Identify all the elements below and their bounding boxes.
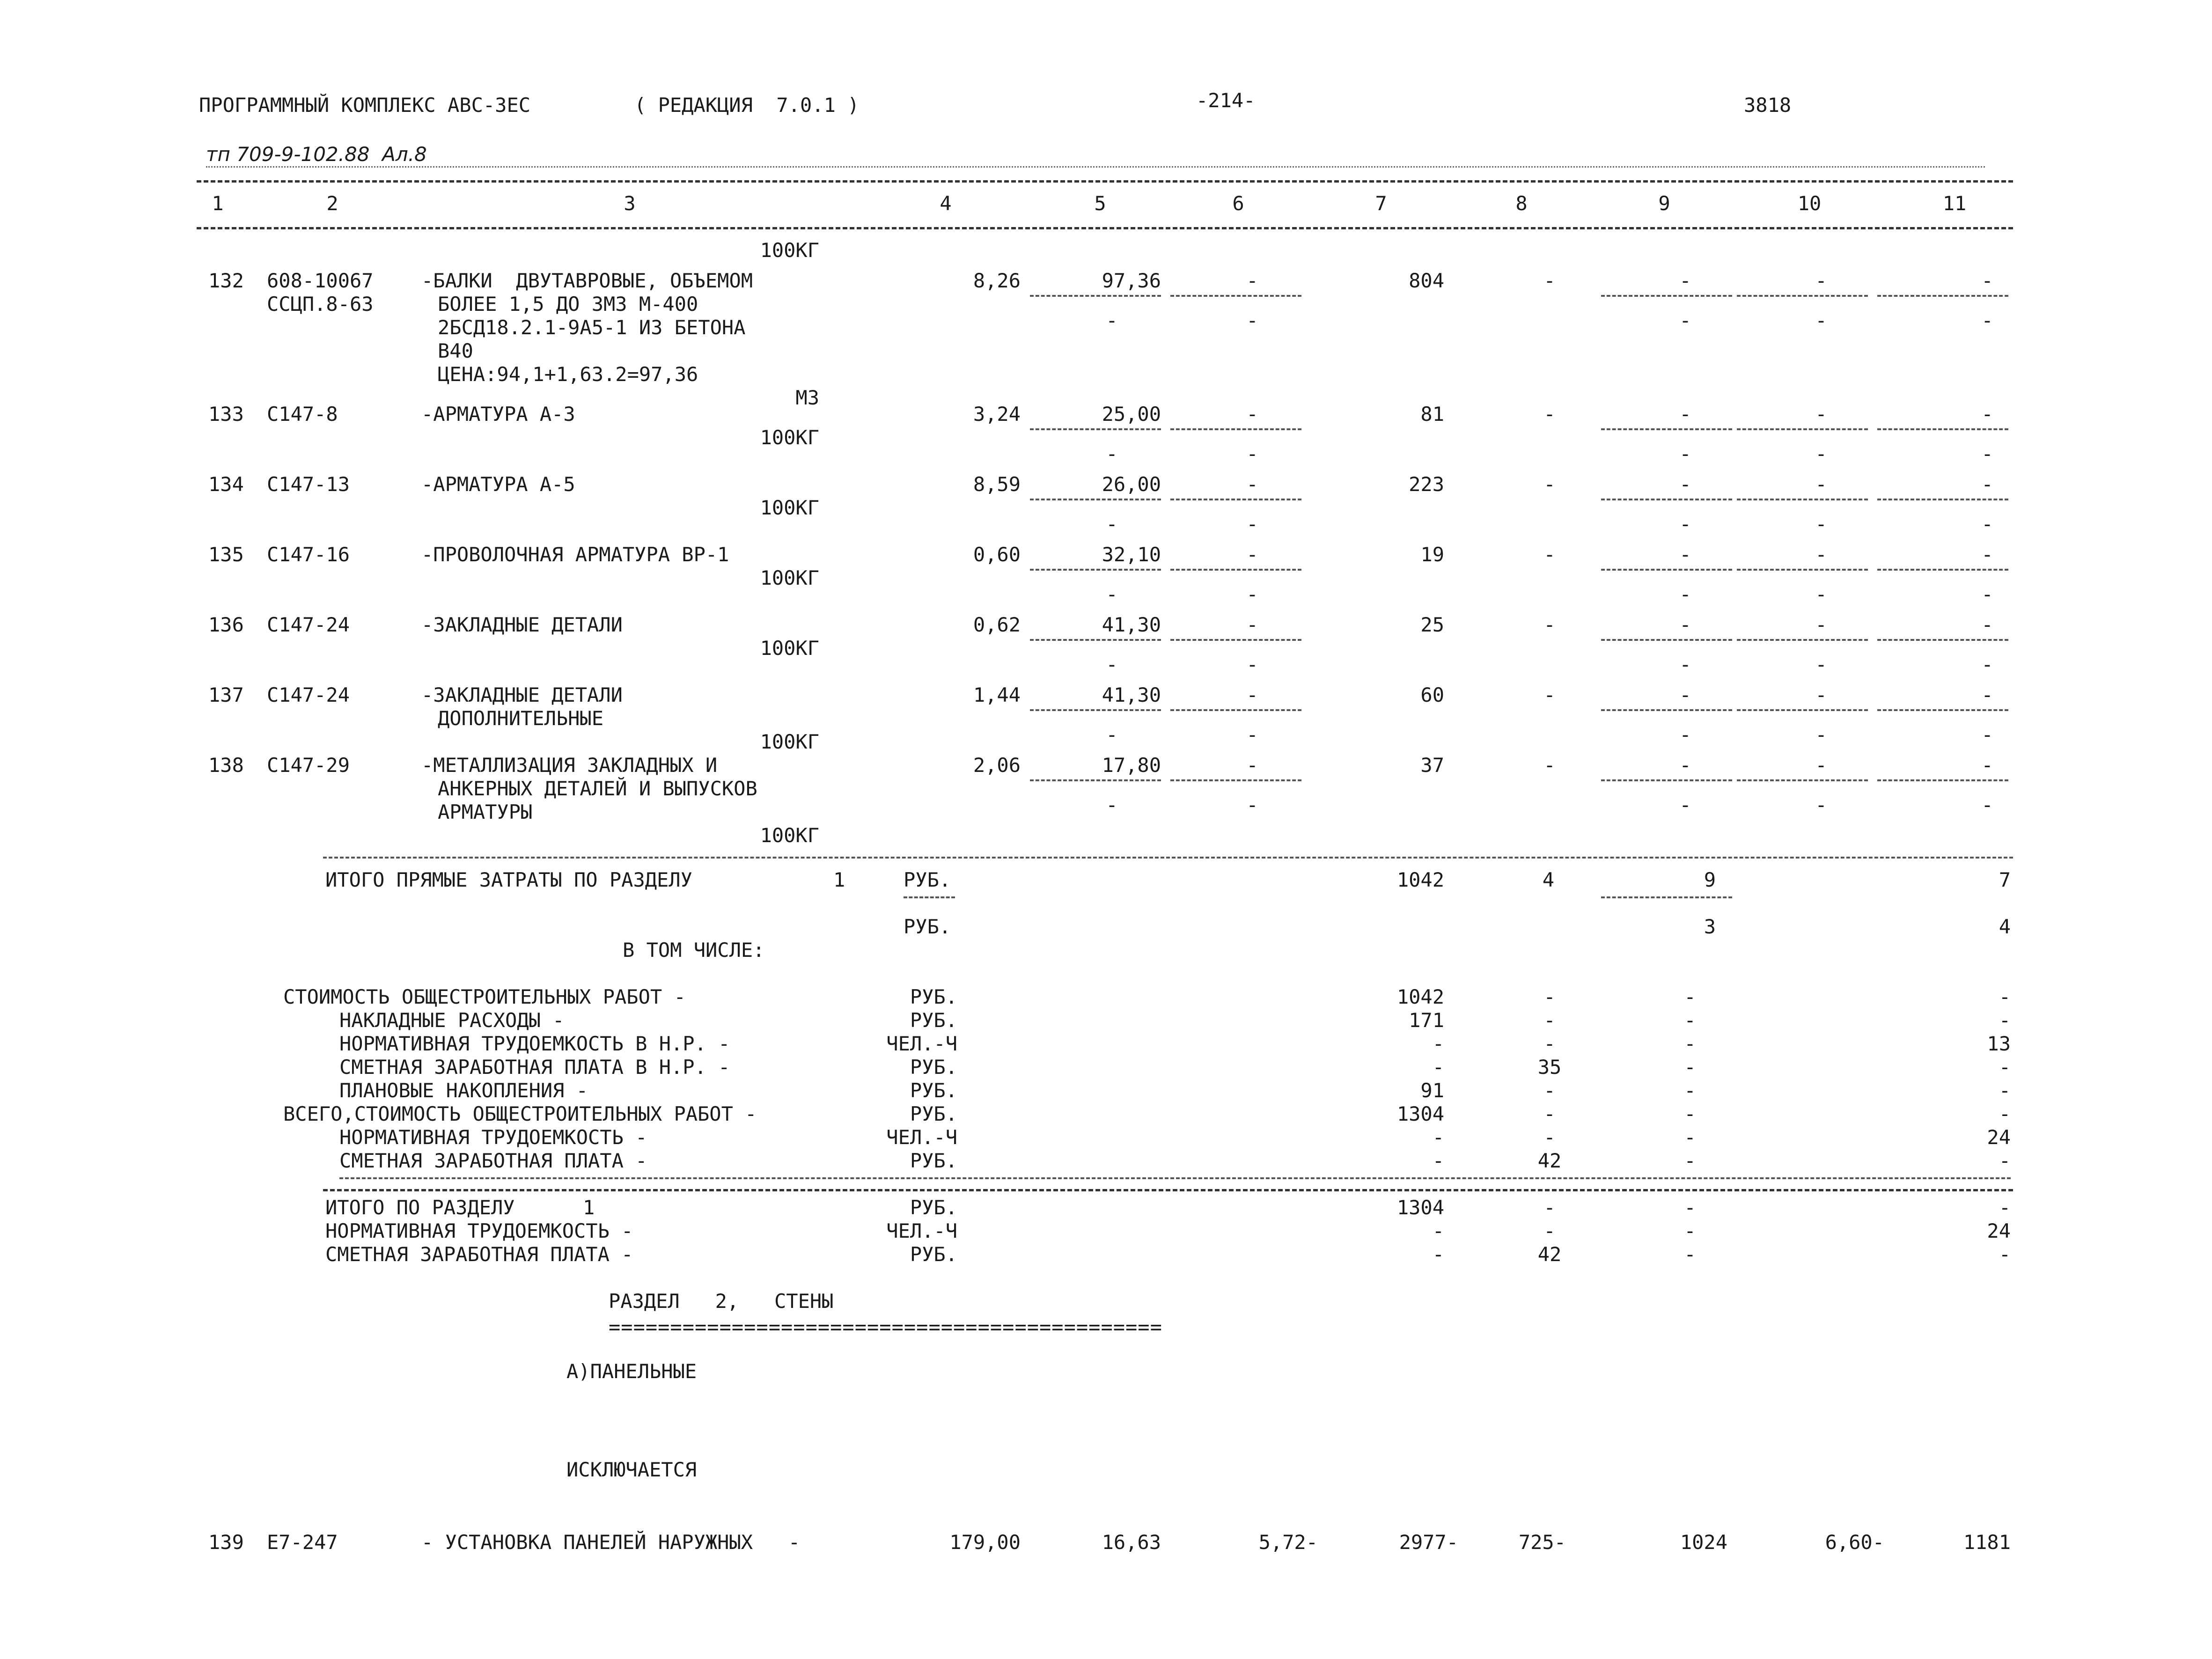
edition-label: ( РЕДАКЦИЯ 7.0.1 ) <box>634 94 860 117</box>
cell-underline <box>1877 639 2008 641</box>
itogo-section-c9: - <box>1684 1219 1696 1242</box>
secondary-s5: - <box>1106 583 1118 606</box>
secondary-s10: - <box>1815 442 1827 465</box>
breakdown-label: ПЛАНОВЫЕ НАКОПЛЕНИЯ - <box>339 1079 588 1102</box>
column-number-2: 2 <box>326 192 338 215</box>
cell-c8: - <box>1543 613 1556 636</box>
row-code: Е7-247 <box>267 1531 338 1554</box>
cell-c11: 1181 <box>1963 1531 2011 1554</box>
itogo-section-number: 1 <box>583 1196 595 1219</box>
breakdown-label: НОРМАТИВНАЯ ТРУДОЕМКОСТЬ - <box>339 1126 647 1149</box>
unit-label: 100КГ <box>760 824 819 847</box>
cell-c9: - <box>1679 403 1691 426</box>
row-code-secondary: ССЦП.8-63 <box>267 293 374 316</box>
row-description: -БАЛКИ ДВУТАВРОВЫЕ, ОБЪЕМОМ <box>421 269 753 292</box>
row-description: -ЗАКЛАДНЫЕ ДЕТАЛИ <box>421 613 623 636</box>
secondary-s11: - <box>1981 513 1993 536</box>
cell-c7: 223 <box>1409 473 1444 496</box>
secondary-s11: - <box>1981 309 1993 332</box>
cell-c11: - <box>1981 683 1993 706</box>
secondary-s6: - <box>1246 513 1258 536</box>
itogo-section-c7: - <box>1432 1219 1444 1242</box>
breakdown-label: СТОИМОСТЬ ОБЩЕСТРОИТЕЛЬНЫХ РАБОТ - <box>283 985 686 1008</box>
itogo-section-unit: ЧЕЛ.-Ч <box>886 1219 957 1242</box>
breakdown-c7: 1042 <box>1396 985 1444 1008</box>
itogo-direct-s9: 3 <box>1704 915 1716 938</box>
breakdown-unit: РУБ. <box>910 1149 957 1172</box>
cell-c6: - <box>1246 754 1258 777</box>
cell-c5: 17,80 <box>1102 754 1161 777</box>
cell-underline <box>1170 499 1301 500</box>
row-description: - УСТАНОВКА ПАНЕЛЕЙ НАРУЖНЫХ - <box>421 1531 801 1554</box>
handwritten-reference: тп 709-9-102.88 Ал.8 <box>206 143 427 166</box>
breakdown-c7: - <box>1432 1126 1444 1149</box>
cell-underline <box>1030 569 1161 571</box>
cell-c6: 5,72- <box>1258 1531 1318 1554</box>
breakdown-c9: - <box>1684 985 1696 1008</box>
unit-label: М3 <box>795 386 819 409</box>
secondary-s11: - <box>1981 442 1993 465</box>
cell-c5: 25,00 <box>1102 403 1161 426</box>
cell-c4: 1,44 <box>973 683 1021 706</box>
breakdown-c8: - <box>1543 1102 1556 1125</box>
itogo-section-c11: - <box>1999 1196 2011 1219</box>
cell-underline <box>1877 569 2008 571</box>
column-number-5: 5 <box>1094 192 1106 215</box>
row-description: -ПРОВОЛОЧНАЯ АРМАТУРА ВР-1 <box>421 543 729 566</box>
cell-c7: 81 <box>1420 403 1444 426</box>
breakdown-c11: - <box>1999 1009 2011 1032</box>
cell-c4: 179,00 <box>949 1531 1021 1554</box>
column-number-10: 10 <box>1797 192 1822 215</box>
row-code: С147-8 <box>267 403 338 426</box>
cell-c6: - <box>1246 613 1258 636</box>
row-number: 138 <box>208 754 244 777</box>
itogo-direct-c9: 9 <box>1704 868 1716 891</box>
cell-c10: - <box>1815 613 1827 636</box>
row-code: С147-24 <box>267 613 350 636</box>
cell-underline <box>1170 639 1301 641</box>
column-number-7: 7 <box>1375 192 1387 215</box>
cell-underline <box>1601 896 1732 898</box>
itogo-section-c7: - <box>1432 1243 1444 1266</box>
cell-underline <box>1601 639 1732 641</box>
cell-c11: - <box>1981 269 1993 292</box>
secondary-s5: - <box>1106 442 1118 465</box>
itogo-section-c11: 24 <box>1987 1219 2011 1242</box>
itogo-section-c7: 1304 <box>1396 1196 1444 1219</box>
section-2-underline: ============================================= <box>609 1315 1162 1338</box>
cell-c11: - <box>1981 543 1993 566</box>
cell-underline <box>1877 428 2008 430</box>
unit-label: 100КГ <box>760 566 819 589</box>
breakdown-c7: 1304 <box>1396 1102 1444 1125</box>
itogo-section-c9: - <box>1684 1196 1696 1219</box>
breakdown-label: ВСЕГО,СТОИМОСТЬ ОБЩЕСТРОИТЕЛЬНЫХ РАБОТ - <box>283 1102 757 1125</box>
cell-c5: 26,00 <box>1102 473 1161 496</box>
cell-c9: - <box>1679 683 1691 706</box>
row-description: БОЛЕЕ 1,5 ДО 3М3 М-400 <box>438 293 698 316</box>
cell-underline <box>1030 428 1161 430</box>
row-code: С147-29 <box>267 754 350 777</box>
breakdown-label: СМЕТНАЯ ЗАРАБОТНАЯ ПЛАТА - <box>339 1149 647 1172</box>
column-number-1: 1 <box>212 192 224 215</box>
cell-underline <box>1737 428 1868 430</box>
cell-c5: 41,30 <box>1102 613 1161 636</box>
secondary-s6: - <box>1246 723 1258 746</box>
cell-underline <box>1170 709 1301 711</box>
cell-underline <box>1601 428 1732 430</box>
column-number-6: 6 <box>1232 192 1244 215</box>
cell-c10: - <box>1815 683 1827 706</box>
breakdown-unit: РУБ. <box>910 1079 957 1102</box>
itogo-section-c8: - <box>1543 1219 1556 1242</box>
excluded-label: ИСКЛЮЧАЕТСЯ <box>566 1458 697 1481</box>
unit-label: 100КГ <box>760 426 819 449</box>
breakdown-unit: РУБ. <box>910 985 957 1008</box>
cell-c4: 0,60 <box>973 543 1021 566</box>
cell-c10: - <box>1815 269 1827 292</box>
secondary-s6: - <box>1246 309 1258 332</box>
itogo-direct-c11: 7 <box>1999 868 2011 891</box>
breakdown-c11: 13 <box>1987 1032 2011 1055</box>
unit-label: 100КГ <box>760 239 819 262</box>
secondary-s6: - <box>1246 653 1258 676</box>
itogo-section-unit: РУБ. <box>910 1196 957 1219</box>
secondary-s10: - <box>1815 793 1827 816</box>
breakdown-c8: - <box>1543 1009 1556 1032</box>
breakdown-c11: - <box>1999 1056 2011 1079</box>
section-total-rule <box>323 1189 2013 1191</box>
row-description: АНКЕРНЫХ ДЕТАЛЕЙ И ВЫПУСКОВ <box>438 777 757 800</box>
cell-underline <box>1877 499 2008 500</box>
cell-underline <box>1030 779 1161 781</box>
secondary-s11: - <box>1981 653 1993 676</box>
cell-c11: - <box>1981 754 1993 777</box>
cell-underline <box>1877 295 2008 297</box>
row-description: 2БСД18.2.1-9А5-1 ИЗ БЕТОНА <box>438 316 746 339</box>
cell-underline <box>1877 779 2008 781</box>
breakdown-rule <box>339 1177 2011 1179</box>
row-description: -АРМАТУРА А-3 <box>421 403 575 426</box>
itogo-section-c9: - <box>1684 1243 1696 1266</box>
cell-underline <box>1030 639 1161 641</box>
unit-label: 100КГ <box>760 637 819 660</box>
column-number-9: 9 <box>1658 192 1670 215</box>
secondary-s11: - <box>1981 793 1993 816</box>
secondary-s9: - <box>1679 723 1691 746</box>
cell-c9: - <box>1679 543 1691 566</box>
secondary-s10: - <box>1815 723 1827 746</box>
itogo-direct-c8: 4 <box>1542 868 1554 891</box>
cell-underline <box>1601 295 1732 297</box>
row-code: С147-13 <box>267 473 350 496</box>
row-description: В40 <box>438 339 473 362</box>
breakdown-c9: - <box>1684 1032 1696 1055</box>
itogo-direct-unit2: РУБ. <box>904 915 951 938</box>
page-mark: -214- <box>1196 89 1256 112</box>
breakdown-c8: - <box>1543 985 1556 1008</box>
breakdown-c9: - <box>1684 1149 1696 1172</box>
section-2-title: РАЗДЕЛ 2, СТЕНЫ <box>609 1290 834 1313</box>
column-number-8: 8 <box>1515 192 1528 215</box>
cell-c10: - <box>1815 543 1827 566</box>
breakdown-label: СМЕТНАЯ ЗАРАБОТНАЯ ПЛАТА В Н.Р. - <box>339 1056 730 1079</box>
cell-c9: - <box>1679 269 1691 292</box>
row-description: АРМАТУРЫ <box>438 800 533 823</box>
cell-c7: 37 <box>1420 754 1444 777</box>
row-code: С147-24 <box>267 683 350 706</box>
secondary-s9: - <box>1679 442 1691 465</box>
cell-c5: 97,36 <box>1102 269 1161 292</box>
cell-c4: 8,59 <box>973 473 1021 496</box>
row-code: С147-16 <box>267 543 350 566</box>
cell-underline <box>1737 569 1868 571</box>
cell-c9: - <box>1679 613 1691 636</box>
doc-number: 3818 <box>1744 94 1792 117</box>
cell-c7: 2977- <box>1399 1531 1458 1554</box>
breakdown-label: НОРМАТИВНАЯ ТРУДОЕМКОСТЬ В Н.Р. - <box>339 1032 730 1055</box>
itogo-direct-section: 1 <box>833 868 845 891</box>
secondary-s6: - <box>1246 793 1258 816</box>
cell-c7: 19 <box>1420 543 1444 566</box>
breakdown-c11: - <box>1999 1149 2011 1172</box>
cell-c6: - <box>1246 403 1258 426</box>
secondary-s9: - <box>1679 513 1691 536</box>
cell-c8: - <box>1543 403 1556 426</box>
row-number: 139 <box>208 1531 244 1554</box>
cell-underline <box>1737 709 1868 711</box>
breakdown-c7: 91 <box>1420 1079 1444 1102</box>
cell-c6: - <box>1246 473 1258 496</box>
cell-c11: - <box>1981 473 1993 496</box>
secondary-s6: - <box>1246 442 1258 465</box>
breakdown-c9: - <box>1684 1102 1696 1125</box>
row-description: -МЕТАЛЛИЗАЦИЯ ЗАКЛАДНЫХ И <box>421 754 718 777</box>
itogo-direct-s11: 4 <box>1999 915 2011 938</box>
itogo-direct-unit: РУБ. <box>904 868 951 891</box>
cell-underline <box>1030 499 1161 500</box>
cell-c11: - <box>1981 613 1993 636</box>
cell-c10: - <box>1815 473 1827 496</box>
itogo-direct-label: ИТОГО ПРЯМЫЕ ЗАТРАТЫ ПО РАЗДЕЛУ <box>325 868 692 891</box>
cell-underline <box>1737 295 1868 297</box>
row-description: -ЗАКЛАДНЫЕ ДЕТАЛИ <box>421 683 623 706</box>
secondary-s10: - <box>1815 513 1827 536</box>
section-2-subtitle: А)ПАНЕЛЬНЫЕ <box>566 1360 697 1383</box>
row-description: ЦЕНА:94,1+1,63.2=97,36 <box>438 363 698 386</box>
cell-c9: - <box>1679 754 1691 777</box>
cell-underline <box>1170 779 1301 781</box>
cell-underline <box>1737 499 1868 500</box>
secondary-s10: - <box>1815 583 1827 606</box>
secondary-s9: - <box>1679 583 1691 606</box>
cell-underline <box>1601 569 1732 571</box>
secondary-s5: - <box>1106 723 1118 746</box>
itogo-top-rule <box>323 857 2013 859</box>
column-number-11: 11 <box>1942 192 1967 215</box>
breakdown-unit: РУБ. <box>910 1102 957 1125</box>
cell-c8: 725- <box>1518 1531 1566 1554</box>
cell-c6: - <box>1246 543 1258 566</box>
secondary-s6: - <box>1246 583 1258 606</box>
cell-c8: - <box>1543 473 1556 496</box>
cell-c10: - <box>1815 754 1827 777</box>
row-number: 135 <box>208 543 244 566</box>
cell-underline <box>1170 569 1301 571</box>
cell-c9: 1024 <box>1680 1531 1727 1554</box>
cell-underline <box>1030 295 1161 297</box>
cell-c4: 8,26 <box>973 269 1021 292</box>
cell-c4: 2,06 <box>973 754 1021 777</box>
cell-c8: - <box>1543 683 1556 706</box>
breakdown-c11: - <box>1999 1102 2011 1125</box>
breakdown-c7: - <box>1432 1149 1444 1172</box>
breakdown-label: НАКЛАДНЫЕ РАСХОДЫ - <box>339 1009 565 1032</box>
unit-label: 100КГ <box>760 730 819 753</box>
breakdown-unit: ЧЕЛ.-Ч <box>886 1032 957 1055</box>
breakdown-c9: - <box>1684 1079 1696 1102</box>
cell-c6: - <box>1246 269 1258 292</box>
itogo-section-label: ИТОГО ПО РАЗДЕЛУ <box>325 1196 515 1219</box>
row-number: 132 <box>208 269 244 292</box>
cell-c5: 16,63 <box>1102 1531 1161 1554</box>
row-number: 137 <box>208 683 244 706</box>
row-number: 133 <box>208 403 244 426</box>
unit-label: 100КГ <box>760 496 819 519</box>
cell-underline <box>1737 779 1868 781</box>
breakdown-unit: ЧЕЛ.-Ч <box>886 1126 957 1149</box>
cell-c4: 3,24 <box>973 403 1021 426</box>
cell-c10: 6,60- <box>1825 1531 1884 1554</box>
breakdown-c7: 171 <box>1409 1009 1444 1032</box>
cell-c10: - <box>1815 403 1827 426</box>
secondary-s5: - <box>1106 653 1118 676</box>
row-description: ДОПОЛНИТЕЛЬНЫЕ <box>438 707 604 730</box>
secondary-s9: - <box>1679 793 1691 816</box>
cell-c6: - <box>1246 683 1258 706</box>
itogo-section-c8: - <box>1543 1196 1556 1219</box>
cell-c7: 25 <box>1420 613 1444 636</box>
cell-c5: 32,10 <box>1102 543 1161 566</box>
breakdown-unit: РУБ. <box>910 1056 957 1079</box>
cell-underline <box>1601 499 1732 500</box>
itogo-section-unit: РУБ. <box>910 1243 957 1266</box>
cell-underline <box>1737 639 1868 641</box>
breakdown-c8: 35 <box>1537 1056 1562 1079</box>
cell-c4: 0,62 <box>973 613 1021 636</box>
cell-underline <box>1170 295 1301 297</box>
itogo-direct-c7: 1042 <box>1396 868 1444 891</box>
itogo-section-label: СМЕТНАЯ ЗАРАБОТНАЯ ПЛАТА - <box>325 1243 633 1266</box>
breakdown-c8: 42 <box>1537 1149 1562 1172</box>
breakdown-c11: - <box>1999 985 2011 1008</box>
row-code: 608-10067 <box>267 269 374 292</box>
column-number-4: 4 <box>940 192 952 215</box>
breakdown-unit: РУБ. <box>910 1009 957 1032</box>
cell-underline <box>1170 428 1301 430</box>
cell-c7: 804 <box>1409 269 1444 292</box>
cell-c8: - <box>1543 754 1556 777</box>
column-number-3: 3 <box>624 192 636 215</box>
breakdown-c11: - <box>1999 1079 2011 1102</box>
row-number: 134 <box>208 473 244 496</box>
cell-underline <box>1601 779 1732 781</box>
breakdown-c11: 24 <box>1987 1126 2011 1149</box>
breakdown-c8: - <box>1543 1079 1556 1102</box>
secondary-s11: - <box>1981 723 1993 746</box>
cell-c8: - <box>1543 543 1556 566</box>
secondary-s10: - <box>1815 653 1827 676</box>
v-tom-chisle-label: В ТОМ ЧИСЛЕ: <box>623 939 765 962</box>
secondary-s9: - <box>1679 309 1691 332</box>
row-number: 136 <box>208 613 244 636</box>
secondary-s11: - <box>1981 583 1993 606</box>
cell-c11: - <box>1981 403 1993 426</box>
itogo-section-c11: - <box>1999 1243 2011 1266</box>
itogo-section-c8: 42 <box>1537 1243 1562 1266</box>
program-title: ПРОГРАММНЫЙ КОМПЛЕКС АВС-3ЕС <box>199 94 531 117</box>
breakdown-c7: - <box>1432 1032 1444 1055</box>
breakdown-c8: - <box>1543 1032 1556 1055</box>
cell-underline <box>1030 709 1161 711</box>
itogo-section-label: НОРМАТИВНАЯ ТРУДОЕМКОСТЬ - <box>325 1219 633 1242</box>
cell-c8: - <box>1543 269 1556 292</box>
secondary-s5: - <box>1106 309 1118 332</box>
secondary-s9: - <box>1679 653 1691 676</box>
breakdown-c9: - <box>1684 1009 1696 1032</box>
secondary-s10: - <box>1815 309 1827 332</box>
cell-c5: 41,30 <box>1102 683 1161 706</box>
breakdown-c7: - <box>1432 1056 1444 1079</box>
breakdown-c9: - <box>1684 1126 1696 1149</box>
row-description: -АРМАТУРА А-5 <box>421 473 575 496</box>
cell-underline <box>1877 709 2008 711</box>
breakdown-c8: - <box>1543 1126 1556 1149</box>
unit-underline <box>904 896 955 898</box>
breakdown-c9: - <box>1684 1056 1696 1079</box>
secondary-s5: - <box>1106 513 1118 536</box>
cell-c7: 60 <box>1420 683 1444 706</box>
cell-underline <box>1601 709 1732 711</box>
secondary-s5: - <box>1106 793 1118 816</box>
cell-c9: - <box>1679 473 1691 496</box>
